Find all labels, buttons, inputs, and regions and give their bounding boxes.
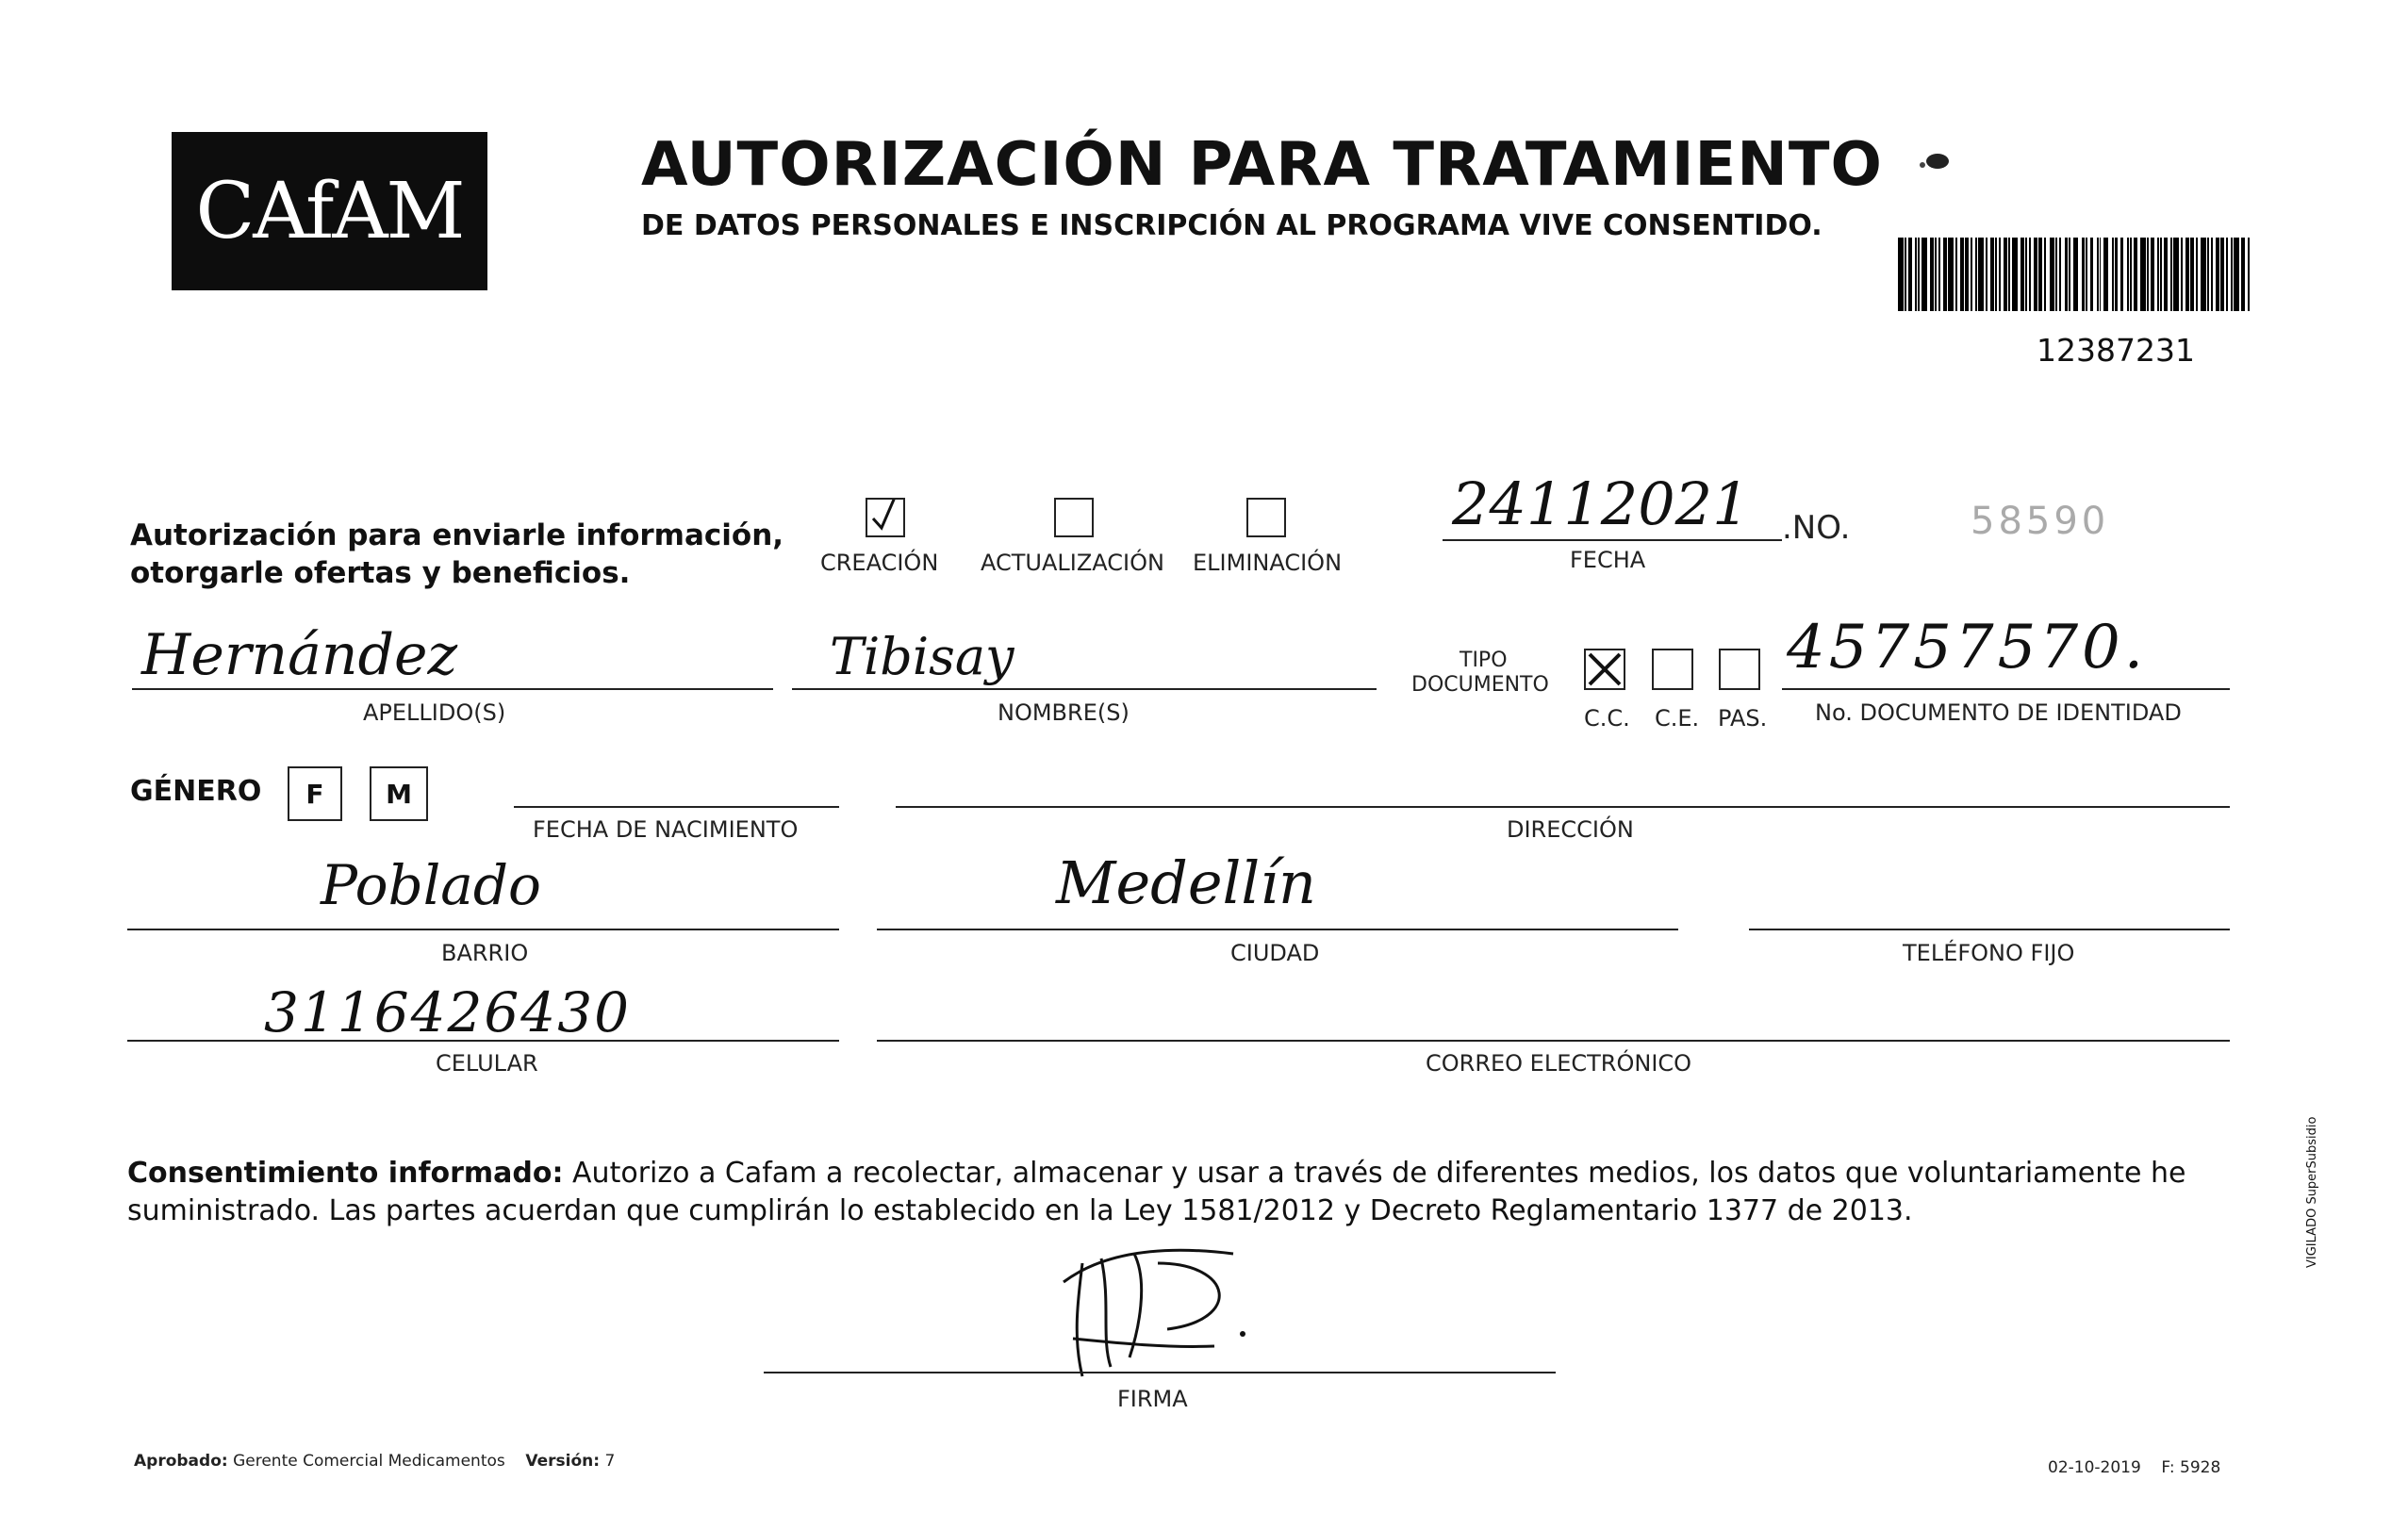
barcode-bar: [1921, 238, 1927, 311]
cc-checkbox[interactable]: [1584, 649, 1625, 690]
form-subtitle: DE DATOS PERSONALES E INSCRIPCIÓN AL PROGRAMA VIVE CONSENTIDO.: [641, 209, 1822, 242]
aprobado-label: Aprobado:: [134, 1452, 228, 1471]
consent-paragraph: [127, 1155, 2225, 1230]
barcode-bar: [1978, 238, 1984, 311]
barcode-bar: [2029, 238, 2031, 311]
barcode-bar: [2120, 238, 2124, 311]
barcode-bar: [2044, 238, 2046, 311]
genero-label: GÉNERO: [130, 775, 262, 808]
barcode-bar: [2055, 238, 2057, 311]
barcode-bar: [2151, 238, 2154, 311]
creacion-label: CREACIÓN: [820, 550, 939, 576]
ce-label: C.E.: [1655, 705, 1700, 732]
consent-lead: Consentimiento informado:: [127, 1157, 564, 1190]
barcode-number: 12387231: [2037, 332, 2195, 369]
creacion-checkbox[interactable]: [866, 498, 905, 537]
genero-f-box[interactable]: [288, 766, 342, 821]
barcode-bar: [2038, 238, 2042, 311]
barcode-bar: [1935, 238, 1937, 311]
apellidos-line: [132, 688, 773, 690]
tipo-label-1: TIPO: [1460, 649, 1508, 672]
correo-line: [877, 1040, 2230, 1042]
barcode-bar: [2160, 238, 2162, 311]
barcode-bar: [2127, 238, 2129, 311]
barcode-bar: [2134, 238, 2137, 311]
doc-number-line: [1782, 688, 2230, 690]
direccion-line: [896, 806, 2230, 808]
telefono-line: [1749, 929, 2230, 930]
nombres-label: NOMBRE(S): [998, 699, 1130, 726]
barcode-bar: [1999, 238, 2001, 311]
barcode-bar: [2211, 238, 2213, 311]
apellidos-label: APELLIDO(S): [363, 699, 506, 726]
barcode-bar: [2147, 238, 2149, 311]
barcode-bar: [2100, 238, 2102, 311]
barcode-bar: [2130, 238, 2132, 311]
nombres-line: [792, 688, 1377, 690]
version-value: 7: [604, 1452, 616, 1471]
barcode-bar: [2090, 238, 2094, 311]
barcode-bar: [2103, 238, 2109, 311]
barcode-bar: [1908, 238, 1912, 311]
barrio-value[interactable]: Poblado: [321, 853, 541, 917]
x-mark-icon: [1586, 650, 1624, 688]
barcode-bar: [1915, 238, 1917, 311]
checkmark-icon: [867, 500, 903, 535]
aprobado-value: Gerente Comercial Medicamentos: [233, 1452, 505, 1471]
form-code: F: 5928: [2161, 1458, 2221, 1477]
barcode-bar: [2004, 238, 2007, 311]
barcode-bar: [2059, 238, 2061, 311]
barcode-bar: [2201, 238, 2206, 311]
barcode-bar: [2164, 238, 2168, 311]
barcode-bar: [2086, 238, 2087, 311]
barcode-bar: [1986, 238, 1987, 311]
barcode-bar: [1930, 238, 1934, 311]
ciudad-label: CIUDAD: [1230, 940, 1320, 966]
barcode-bar: [2220, 238, 2224, 311]
barcode-bar: [2190, 238, 2194, 311]
form-title: AUTORIZACIÓN PARA TRATAMIENTO: [641, 130, 1883, 200]
barcode-bar: [2241, 238, 2245, 311]
barcode-bar: [2020, 238, 2024, 311]
barcode-bar: [2034, 238, 2037, 311]
barcode-bar: [2140, 238, 2146, 311]
barcode-bar: [2157, 238, 2159, 311]
barcode-bar: [1965, 238, 1969, 311]
barcode: [1898, 238, 2275, 311]
barcode-bar: [2112, 238, 2114, 311]
tipo-label-2: DOCUMENTO: [1411, 673, 1549, 697]
ce-checkbox[interactable]: [1652, 649, 1693, 690]
fecha-value[interactable]: 24112021: [1452, 469, 1750, 538]
barcode-bar: [1938, 238, 1940, 311]
celular-line: [127, 1040, 839, 1042]
barcode-bar: [1948, 238, 1954, 311]
barcode-bar: [1990, 238, 1994, 311]
genero-m-label: M: [386, 778, 412, 810]
barcode-bar: [2185, 238, 2189, 311]
nacimiento-label: FECHA DE NACIMIENTO: [533, 816, 799, 843]
signature-label: FIRMA: [1117, 1386, 1188, 1412]
barcode-bar: [2231, 238, 2233, 311]
cafam-logo: [172, 132, 487, 290]
barrio-label: BARRIO: [441, 940, 529, 966]
barcode-bar: [2216, 238, 2219, 311]
fecha-line: [1443, 539, 1782, 541]
eliminacion-label: ELIMINACIÓN: [1193, 550, 1343, 576]
barcode-bar: [1995, 238, 1997, 311]
barcode-bar: [2196, 238, 2198, 311]
pas-checkbox[interactable]: [1719, 649, 1760, 690]
nacimiento-line: [514, 806, 839, 808]
doc-number-value[interactable]: 45757570.: [1787, 613, 2148, 682]
barcode-bar: [2248, 238, 2250, 311]
genero-f-label: F: [305, 778, 324, 810]
signature-line: [764, 1372, 1556, 1373]
consent-text: Autorizo a Cafam a recolectar, almacenar y usar a través de diferentes medios, los datos que voluntariamente he suministrado. Las partes acuerdan que cumplirán lo establecido en la Ley 1581/2012 y Decreto Reglamentario 1377 de 2013.: [127, 1157, 2186, 1227]
genero-m-box[interactable]: [370, 766, 428, 821]
barcode-bar: [2207, 238, 2209, 311]
barcode-bar: [2173, 238, 2179, 311]
eliminacion-checkbox[interactable]: [1246, 498, 1286, 537]
celular-value[interactable]: 3116426430: [264, 980, 632, 1044]
vigilado-vertical-text: VIGILADO SuperSubsidio: [2305, 1116, 2319, 1268]
barcode-bar: [2025, 238, 2027, 311]
barcode-bar: [2234, 238, 2239, 311]
intro-line-2: otorgarle ofertas y beneficios.: [130, 556, 631, 590]
barcode-bar: [1905, 238, 1906, 311]
barcode-bar: [2170, 238, 2172, 311]
telefono-label: TELÉFONO FIJO: [1903, 940, 2075, 966]
barcode-bar: [1943, 238, 1947, 311]
logo-text: CAfAM: [195, 166, 464, 256]
barcode-bar: [2065, 238, 2069, 311]
pas-label: PAS.: [1718, 705, 1768, 732]
cc-label: C.C.: [1584, 705, 1630, 732]
barcode-bar: [2050, 238, 2055, 311]
correo-label: CORREO ELECTRÓNICO: [1426, 1050, 1692, 1077]
apellidos-value[interactable]: Hernández: [141, 622, 458, 688]
barcode-bar: [1960, 238, 1964, 311]
barcode-bar: [2082, 238, 2086, 311]
barcode-bar: [1955, 238, 1957, 311]
barcode-bar: [1918, 238, 1920, 311]
barcode-bar: [1975, 238, 1977, 311]
barcode-bar: [2097, 238, 2099, 311]
barcode-bar: [2181, 238, 2183, 311]
doc-number-label: No. DOCUMENTO DE IDENTIDAD: [1815, 699, 2182, 726]
no-label: .NO.: [1782, 509, 1851, 547]
intro-text: [130, 517, 783, 592]
intro-line-1: Autorización para enviarle información,: [130, 518, 784, 552]
ciudad-line: [877, 929, 1678, 930]
footer-left: [134, 1452, 615, 1471]
barcode-bar: [1971, 238, 1972, 311]
direccion-label: DIRECCIÓN: [1507, 816, 1634, 843]
stamp-mark: [1909, 146, 1966, 178]
footer-right: [2048, 1458, 2220, 1477]
barcode-bar: [2226, 238, 2228, 311]
version-label: Versión:: [525, 1452, 601, 1471]
date-code: 02-10-2019: [2048, 1458, 2141, 1477]
barcode-bar: [1898, 238, 1904, 311]
barcode-bar: [2115, 238, 2119, 311]
nombres-value[interactable]: Tibisay: [830, 627, 1014, 686]
barcode-bar: [2073, 238, 2079, 311]
barcode-bar: [2008, 238, 2010, 311]
no-value: 58590: [1971, 500, 2110, 543]
barcode-bar: [2012, 238, 2018, 311]
barrio-line: [127, 929, 839, 930]
celular-label: CELULAR: [436, 1050, 538, 1077]
barcode-bar: [2069, 238, 2070, 311]
fecha-label: FECHA: [1570, 547, 1646, 573]
actualizacion-label: ACTUALIZACIÓN: [981, 550, 1164, 576]
actualizacion-checkbox[interactable]: [1054, 498, 1094, 537]
signature-drawing: [1045, 1225, 1290, 1390]
ciudad-value[interactable]: Medellín: [1056, 848, 1316, 917]
